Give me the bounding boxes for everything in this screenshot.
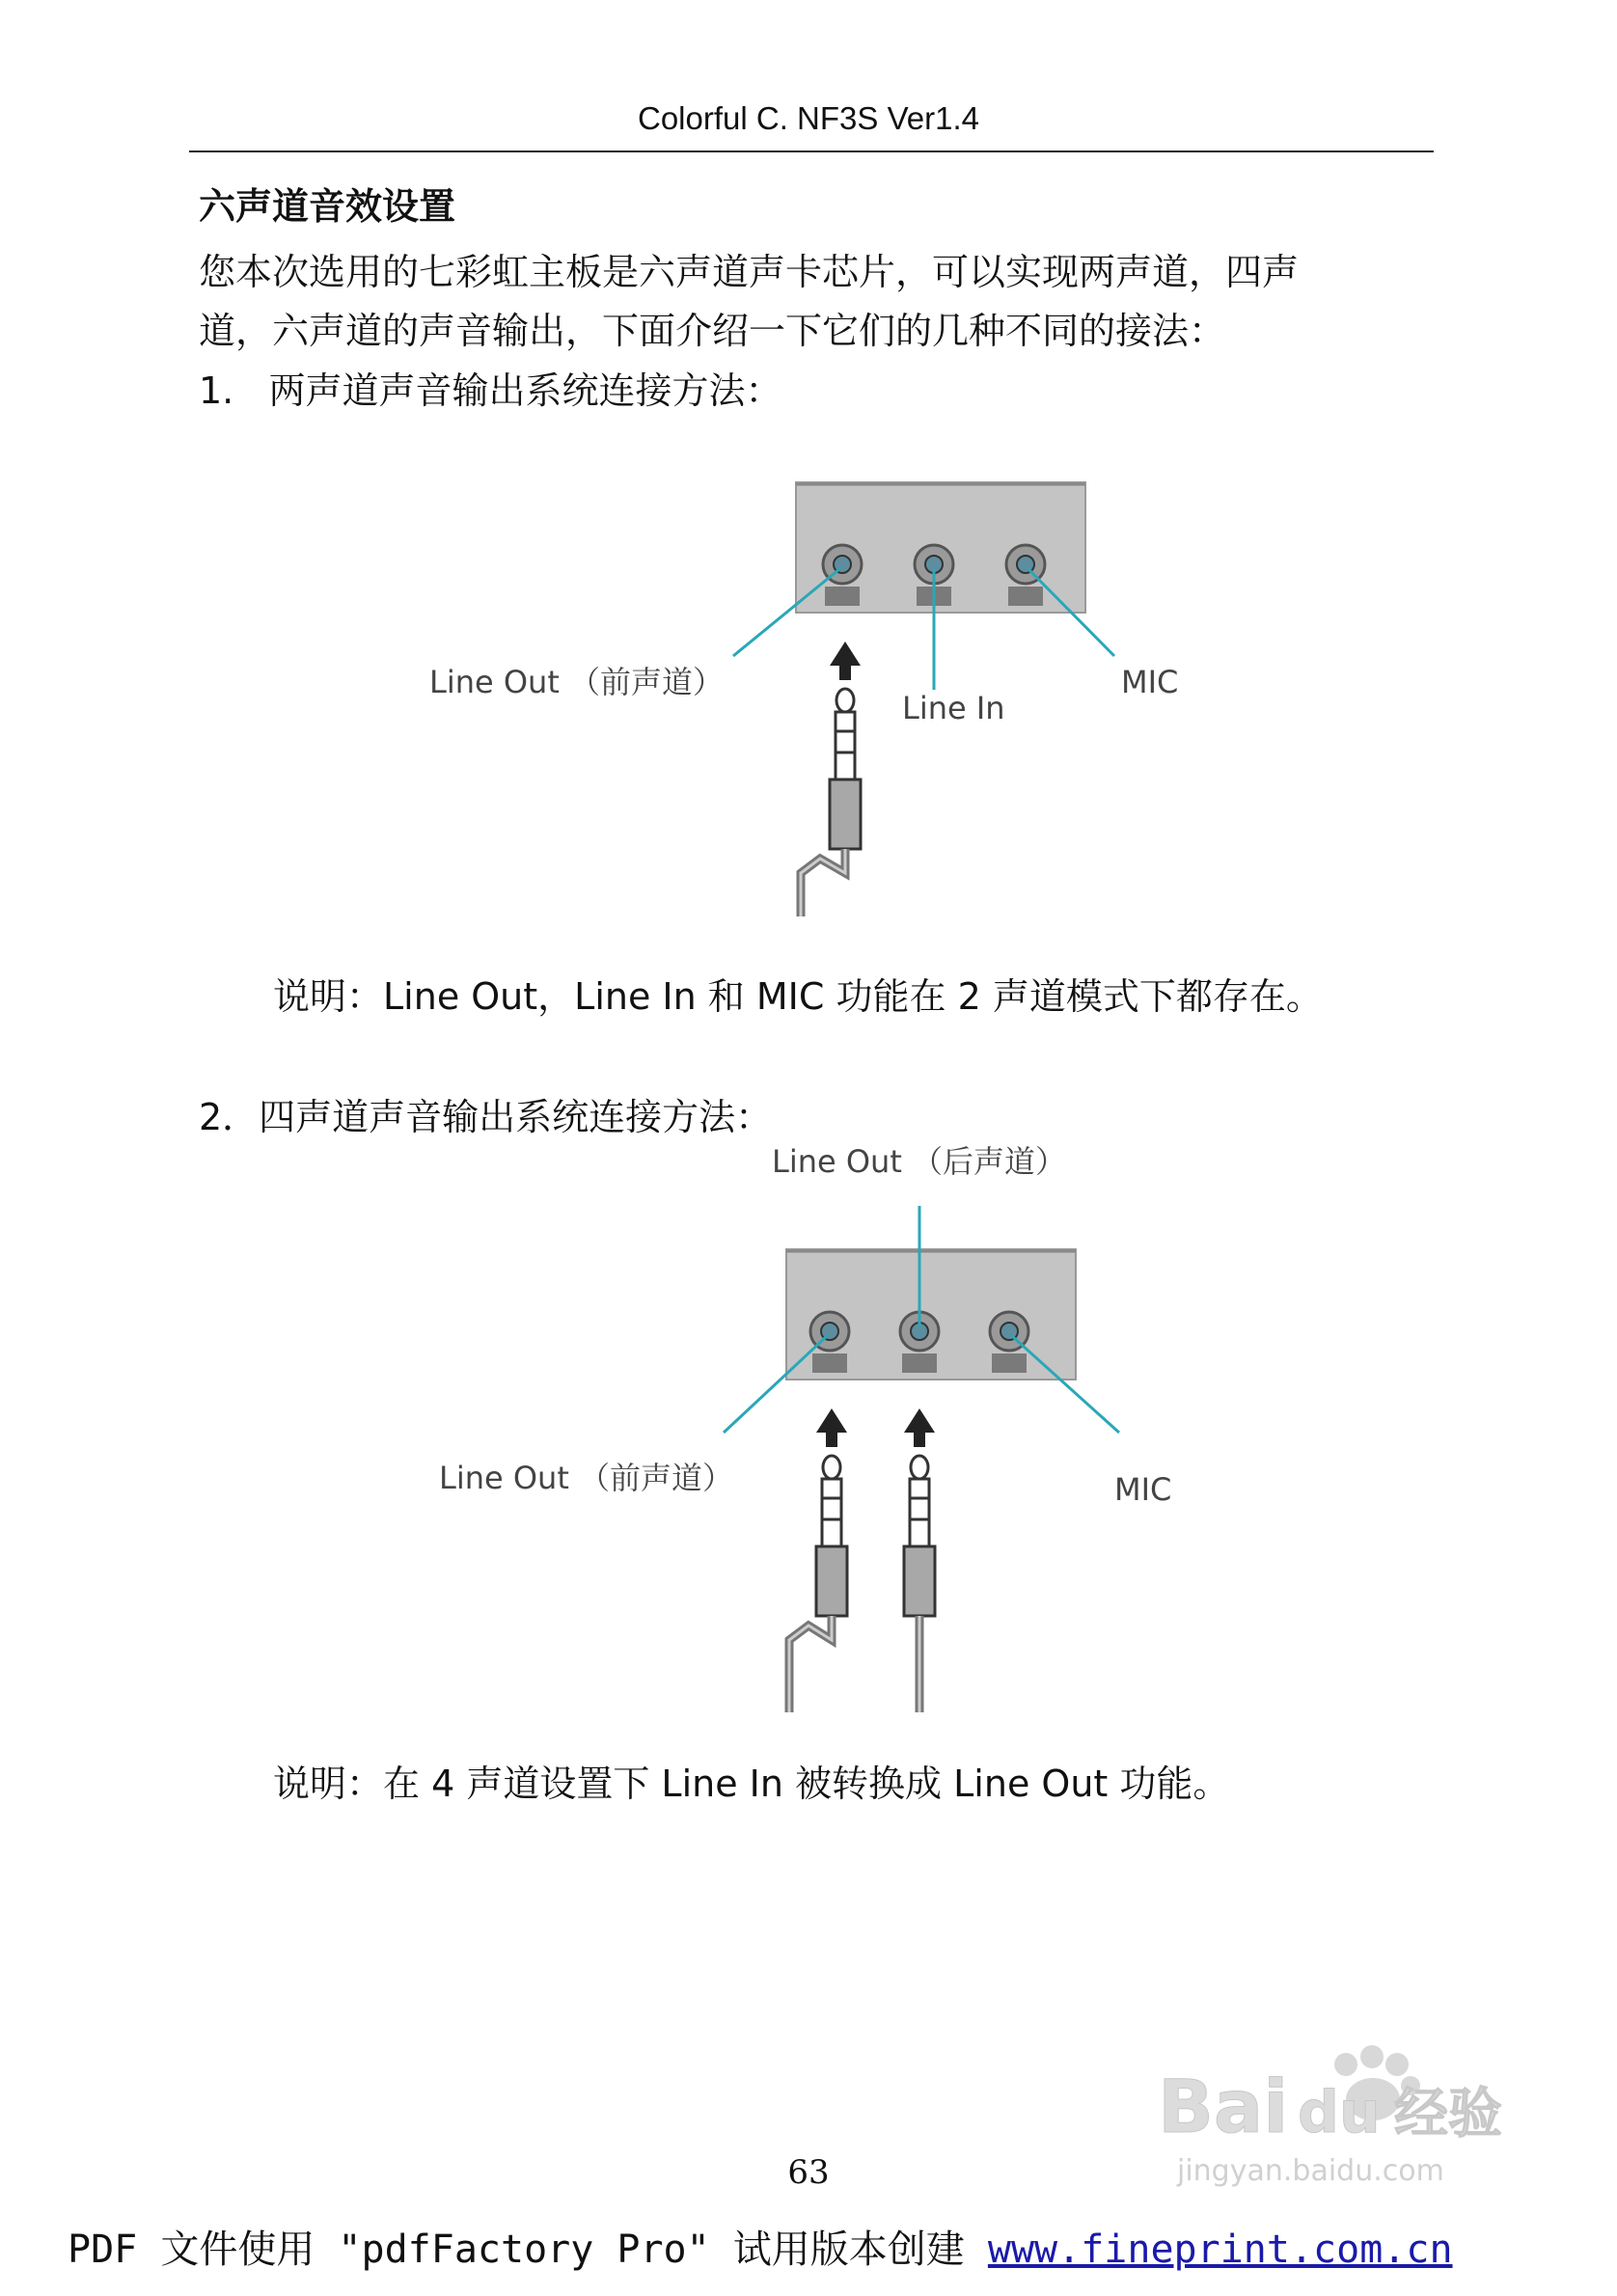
step-1-heading: 1. 两声道声音输出系统连接方法： [199, 369, 782, 412]
intro-paragraph-line-1: 您本次选用的七彩虹主板是六声道声卡芯片，可以实现两声道，四声 [199, 251, 1300, 293]
label-line-out-front: Line Out （前声道） [439, 1460, 734, 1496]
svg-text:Bai: Bai [1158, 2064, 1289, 2149]
insert-arrow [830, 642, 861, 680]
intro-paragraph-line-2: 道，六声道的声音输出，下面介绍一下它们的几种不同的接法： [199, 310, 1226, 352]
audio-plug [801, 689, 861, 916]
svg-text:经验: 经验 [1394, 2083, 1502, 2146]
step-1-note: 说明：Line Out，Line In 和 MIC 功能在 2 声道模式下都存在。 [273, 975, 1323, 1018]
two-channel-diagram [415, 473, 1206, 926]
footer-text: PDF 文件使用 "pdfFactory Pro" 试用版本创建 [68, 2228, 988, 2272]
jack-mic [990, 1312, 1028, 1373]
section-title: 六声道音效设置 [199, 185, 456, 228]
insert-arrow-2 [904, 1408, 935, 1447]
label-line-out-rear: Line Out （后声道） [772, 1143, 1067, 1180]
svg-text:du: du [1298, 2079, 1381, 2146]
audio-plug-2 [904, 1456, 935, 1712]
jack-line-out [823, 545, 862, 606]
label-line-out-front: Line Out （前声道） [429, 664, 725, 700]
leader-line-out-front [724, 1336, 827, 1433]
page-number: 63 [787, 2153, 830, 2192]
label-mic: MIC [1121, 664, 1179, 700]
label-mic: MIC [1114, 1471, 1172, 1508]
four-channel-diagram [425, 1134, 1196, 1732]
step-2-note: 说明：在 4 声道设置下 Line In 被转换成 Line Out 功能。 [273, 1763, 1230, 1805]
label-line-in: Line In [902, 690, 1005, 726]
header-divider [189, 150, 1434, 152]
pdf-footer [68, 2219, 1453, 2274]
jack-line-out-front [810, 1312, 849, 1373]
insert-arrow-1 [816, 1408, 847, 1447]
jack-mic [1006, 545, 1045, 606]
fineprint-link[interactable]: www.fineprint.com.cn [987, 2228, 1453, 2272]
audio-plug-1 [789, 1456, 847, 1712]
step-2-heading: 2．四声道声音输出系统连接方法： [199, 1096, 773, 1138]
document-header: Colorful C. NF3S Ver1.4 [638, 100, 979, 136]
watermark-url: jingyan.baidu.com [1177, 2154, 1444, 2188]
